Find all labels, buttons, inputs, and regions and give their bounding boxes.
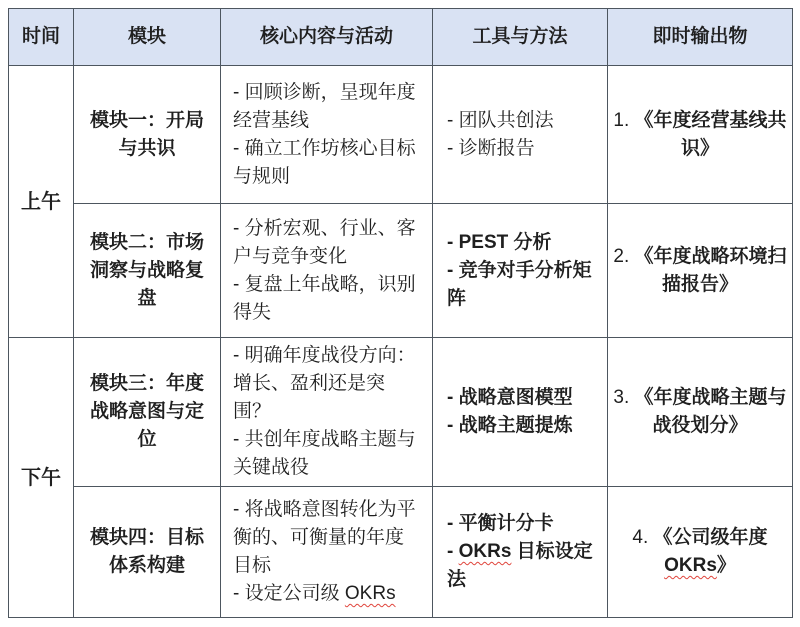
text-line: 3. 《年度战略主题与战役划分》	[613, 387, 787, 436]
content-cell-3	[221, 338, 433, 487]
text-line: - PEST 分析	[447, 231, 552, 253]
text-line: 2. 《年度战略环境扫描报告》	[613, 245, 787, 295]
header-core-content: 核心内容与活动	[221, 9, 433, 66]
output-cell-3	[608, 338, 793, 487]
text-line: - 竞争对手分析矩阵	[447, 259, 592, 309]
header-time: 时间	[9, 9, 74, 66]
text-line: - 设定公司级 OKRs	[233, 583, 396, 604]
text-line: - 确立工作坊核心目标与规则	[233, 137, 416, 187]
text-line: - 分析宏观、行业、客户与竞争变化	[233, 217, 416, 267]
text-line: - 回顾诊断，呈现年度经营基线	[233, 81, 416, 131]
table-row	[9, 66, 793, 204]
module-cell-4: 模块四：目标体系构建	[74, 487, 221, 618]
table-row	[9, 487, 793, 618]
header-row	[9, 9, 793, 66]
tools-cell-1	[433, 66, 608, 204]
table-row	[9, 338, 793, 487]
output-cell-1	[608, 66, 793, 204]
text-line: - 团队共创法	[447, 109, 554, 131]
header-outputs: 即时输出物	[608, 9, 793, 66]
text-line: - OKRs 目标设定法	[447, 541, 593, 590]
text-line: - 诊断报告	[447, 137, 535, 159]
module-cell-3: 模块三：年度战略意图与定位	[74, 338, 221, 487]
tools-cell-4	[433, 487, 608, 618]
time-cell-afternoon: 下午	[9, 338, 74, 618]
text-line: - 战略意图模型	[447, 387, 573, 408]
text-line: 4. 《公司级年度OKRs》	[632, 527, 768, 576]
content-cell-1	[221, 66, 433, 204]
spellcheck-wavy-text: OKRs	[344, 583, 396, 604]
header-module: 模块	[74, 9, 221, 66]
content-cell-4	[221, 487, 433, 618]
output-cell-2	[608, 204, 793, 338]
text-line: 1. 《年度经营基线共识》	[613, 109, 787, 159]
page	[0, 8, 800, 627]
text-line: - 共创年度战略主题与关键战役	[233, 429, 416, 478]
workshop-agenda-table	[8, 8, 793, 618]
output-cell-4	[608, 487, 793, 618]
module-cell-1: 模块一：开局与共识	[74, 66, 221, 204]
content-cell-2	[221, 204, 433, 338]
text-line: - 将战略意图转化为平衡的、可衡量的年度目标	[233, 499, 416, 576]
text-line: - 战略主题提炼	[447, 415, 573, 436]
text-line: - 明确年度战役方向：增长、盈利还是突围？	[233, 345, 416, 422]
table-row	[9, 204, 793, 338]
text-line: - 平衡计分卡	[447, 513, 554, 534]
spellcheck-wavy-text: OKRs	[458, 541, 512, 562]
spellcheck-wavy-text: OKRs	[664, 555, 717, 576]
tools-cell-3	[433, 338, 608, 487]
tools-cell-2	[433, 204, 608, 338]
module-cell-2: 模块二：市场洞察与战略复盘	[74, 204, 221, 338]
time-cell-morning: 上午	[9, 66, 74, 338]
header-tools-methods: 工具与方法	[433, 9, 608, 66]
text-line: - 复盘上年战略，识别得失	[233, 273, 416, 323]
